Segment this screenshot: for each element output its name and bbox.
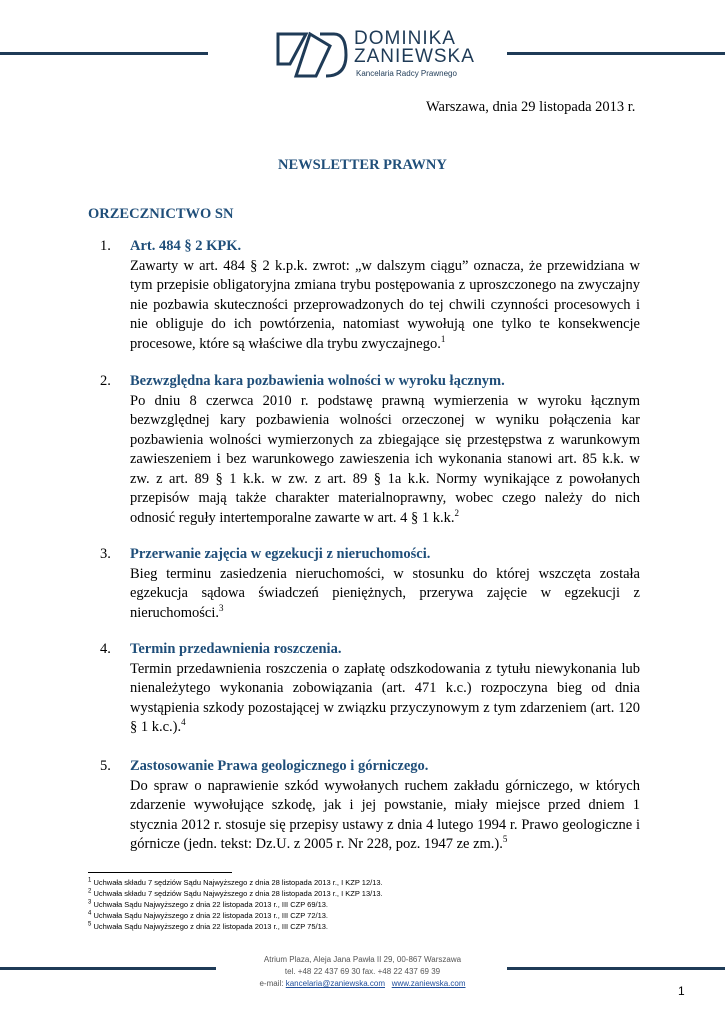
- item-number: 2.: [100, 373, 111, 389]
- page-number: 1: [678, 984, 685, 998]
- footer-phones: tel. +48 22 437 69 30 fax. +48 22 437 69 39: [284, 967, 441, 976]
- header-line-left: [0, 52, 208, 55]
- footnote: $^1$ Uchwała składu 7 sędziów Sądu Najwyższego z dnia 28 listopada 2013 r., I KZP 12/13.: [88, 877, 383, 887]
- document-title: NEWSLETTER PRAWNY: [278, 157, 447, 173]
- footer-email-label: e-mail:: [259, 979, 284, 988]
- logo-name-line1: DOMINIKA: [354, 28, 456, 49]
- item-text: Do spraw o naprawienie szkód wywołanych ruchem zakładu górniczego, w których zdarzenie wywołujące szkodę, jak i jej powstanie, miały miejsce przed dniem 1 stycznia 2012 r. stosuje się przepisy ustawy z dnia 4 lutego 1994 r. Prawo geologiczne i górnicze (jedn. tekst: Dz.U. z 2005 r. Nr 228, poz. 1947 ze zm.).$^5$: [130, 777, 640, 852]
- logo-mark-icon: [276, 30, 348, 80]
- item-heading: Bezwzględna kara pozbawienia wolności w wyroku łącznym.: [130, 373, 505, 389]
- item-text: Bieg terminu zasiedzenia nieruchomości, w stosunku do której wszczęta została egzekucja sądowa świadczeń pieniężnych, przerywa zajęcie w egzekucji z nieruchomości.$^3$: [130, 565, 640, 621]
- item-heading: Zastosowanie Prawa geologicznego i górniczego.: [130, 758, 429, 774]
- footnote-ref[interactable]: 3: [219, 602, 224, 613]
- item-number: 3.: [100, 546, 111, 562]
- logo: [276, 30, 506, 82]
- item-heading: Termin przedawnienia roszczenia.: [130, 641, 342, 657]
- list-item: [100, 237, 640, 354]
- section-heading: ORZECZNICTWO SN: [88, 206, 234, 222]
- item-heading: Przerwanie zajęcia w egzekucji z nieruchomości.: [130, 546, 431, 562]
- item-number: 5.: [100, 758, 111, 774]
- item-number: 4.: [100, 641, 111, 657]
- footer-email-link[interactable]: kancelaria@zaniewska.com: [285, 979, 386, 988]
- list-item: [100, 545, 640, 623]
- item-text: Zawarty w art. 484 § 2 k.p.k. zwrot: „w dalszym ciągu” oznacza, że przewidziana w tym przepisie obligatoryjna zmiana trybu postępowania z uproszczonego na zwyczajny nie pozbawia skuteczności przeprowadzonych do tej chwili czynności procesowych i nie obliguje do ich powtórzenia, natomiast wywołują one tylko te konsekwencje procesowe, które są właściwe dla trybu zwyczajnego.$^1$: [130, 257, 640, 352]
- footnote: $^3$ Uchwała Sądu Najwyższego z dnia 22 listopada 2013 r., III CZP 69/13.: [88, 899, 329, 909]
- item-number: 1.: [100, 238, 111, 254]
- logo-name-line2: ZANIEWSKA: [354, 46, 475, 67]
- list-item: [100, 757, 640, 855]
- footer-contact: [0, 978, 725, 990]
- footnote-ref[interactable]: 4: [181, 717, 186, 728]
- footnote: $^5$ Uchwała Sądu Najwyższego z dnia 22 listopada 2013 r., III CZP 75/13.: [88, 921, 329, 931]
- footnote: $^4$ Uchwała Sądu Najwyższego z dnia 22 listopada 2013 r., III CZP 72/13.: [88, 910, 329, 920]
- item-text: Termin przedawnienia roszczenia o zapłatę odszkodowania z tytułu niewykonania lub nienależytego wykonania zobowiązania (art. 471 k.c.) rozpoczyna bieg od dnia wystąpienia szkody pozostającej w związku przyczynowym z tym zdarzeniem (art. 120 § 1 k.c.).$^4$: [130, 660, 640, 735]
- item-heading: Art. 484 § 2 KPK.: [130, 238, 242, 254]
- footnote-separator: [88, 872, 232, 873]
- footer-website-link[interactable]: www.zaniewska.com: [391, 979, 466, 988]
- list-item: [100, 640, 640, 738]
- document-date: Warszawa, dnia 29 listopada 2013 r.: [426, 99, 636, 115]
- item-text: Po dniu 8 czerwca 2010 r. podstawę prawną wymierzenia w wyroku łącznym bezwzględnej kary pozbawienia wolności orzeczonej w wyniku połączenia kar pozbawienia wolności wymierzonych za zbiegające się przestępstwa z warunkowym zawieszeniem i bez warunkowego zawieszenia ich wykonania stanowi art. 85 k.k. w zw. z art. 89 § 1 k.k. w zw. z art. 89 § 1a k.k. Normy wynikające z powołanych przepisów mają także charakter materialnoprawny, wobec czego należy do nich odnosić reguły intertemporalne zawarte w art. 4 § 1 k.k.$^2$: [130, 392, 640, 526]
- footnote-ref[interactable]: 2: [454, 507, 460, 518]
- footnote-ref[interactable]: 5: [502, 834, 508, 845]
- footnote: $^2$ Uchwała składu 7 sędziów Sądu Najwyższego z dnia 28 listopada 2013 r., I KZP 13/13.: [88, 888, 383, 898]
- list-item: [100, 372, 640, 528]
- footnote-ref[interactable]: 1: [440, 333, 446, 344]
- logo-subtitle: Kancelaria Radcy Prawnego: [356, 69, 457, 78]
- footer-address: Atrium Plaza, Aleja Jana Pawła II 29, 00-867 Warszawa: [263, 955, 462, 964]
- header-line-right: [507, 52, 725, 55]
